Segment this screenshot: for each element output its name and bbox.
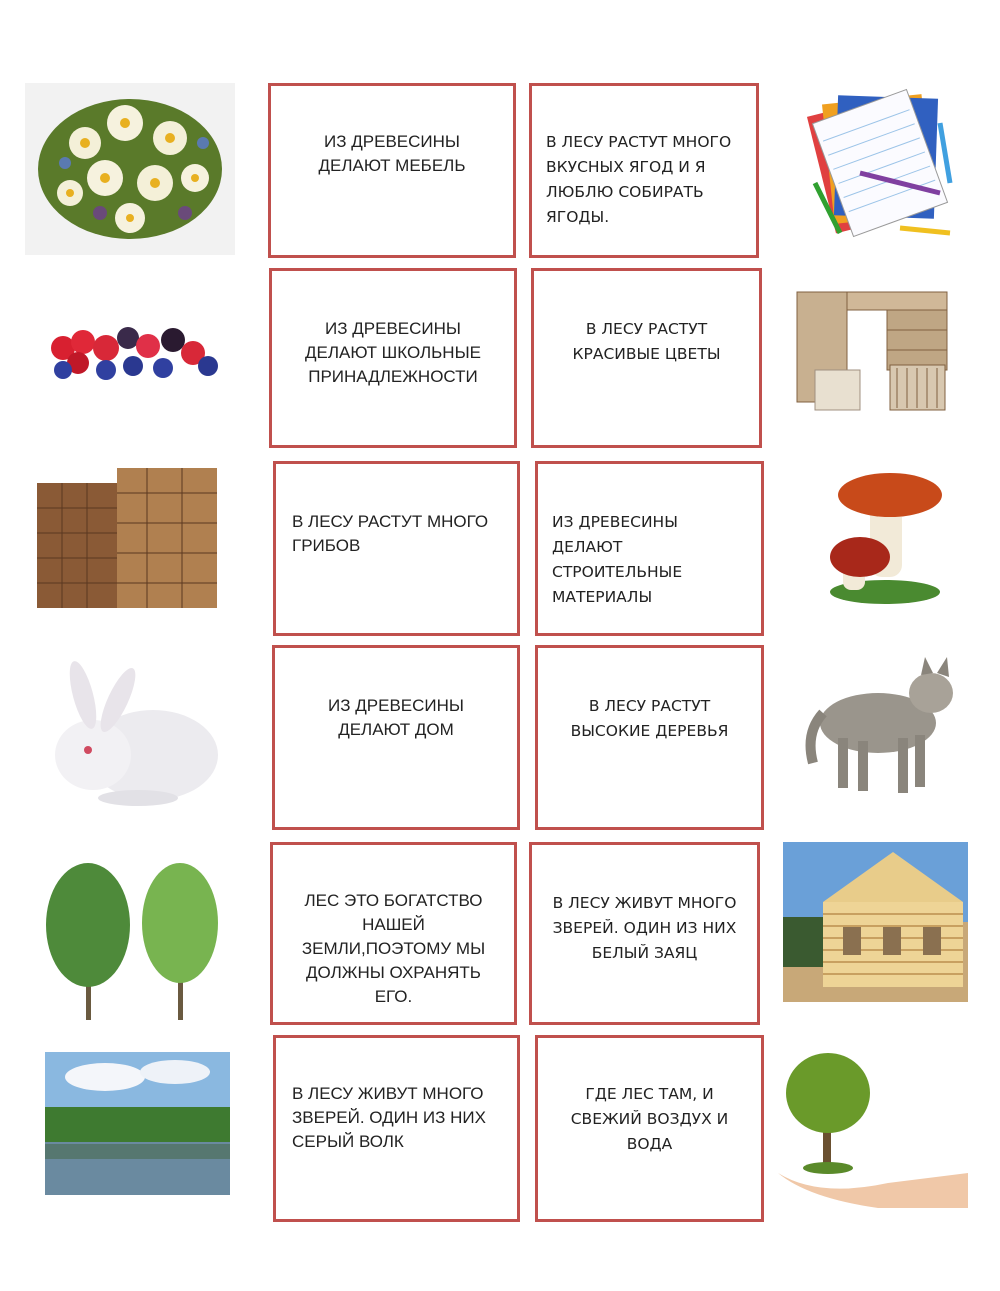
- card-text: В ЛЕСУ ЖИВУТ МНОГО ЗВЕРЕЙ. ОДИН ИЗ НИХ СЕРЫЙ ВОЛК: [292, 1084, 486, 1151]
- card-text: ИЗ ДРЕВЕСИНЫ ДЕЛАЮТ ШКОЛЬНЫЕ ПРИНАДЛЕЖНОСТИ: [305, 319, 481, 386]
- school-supplies-image[interactable]: [800, 83, 960, 243]
- lake-image[interactable]: [45, 1052, 230, 1195]
- card-text: В ЛЕСУ РАСТУТ МНОГО ВКУСНЫХ ЯГОД И Я ЛЮБЛЮ СОБИРАТЬ ЯГОДЫ.: [546, 133, 732, 226]
- flowers-image[interactable]: [25, 83, 235, 255]
- card-text: В ЛЕСУ РАСТУТ ВЫСОКИЕ ДЕРЕВЬЯ: [570, 697, 729, 740]
- card-mushrooms[interactable]: [273, 461, 520, 636]
- card-text: ИЗ ДРЕВЕСИНЫ ДЕЛАЮТ ДОМ: [328, 696, 464, 739]
- card-white-hare[interactable]: [529, 842, 760, 1025]
- card-tall-trees[interactable]: [535, 645, 764, 830]
- rabbit-image[interactable]: [48, 660, 218, 810]
- card-furniture[interactable]: [268, 83, 516, 258]
- card-flowers[interactable]: [531, 268, 762, 448]
- card-text: ИЗ ДРЕВЕСИНЫ ДЕЛАЮТ СТРОИТЕЛЬНЫЕ МАТЕРИАЛЫ: [552, 513, 683, 606]
- mushroom-image[interactable]: [825, 467, 945, 607]
- berries-image[interactable]: [38, 318, 223, 383]
- card-school-supplies[interactable]: [269, 268, 517, 448]
- trees-image[interactable]: [38, 855, 228, 1025]
- card-text: ИЗ ДРЕВЕСИНЫ ДЕЛАЮТ МЕБЕЛЬ: [318, 132, 466, 175]
- card-building-materials[interactable]: [535, 461, 764, 636]
- tree-in-hand-image[interactable]: [778, 1048, 968, 1213]
- card-text: В ЛЕСУ РАСТУТ МНОГО ГРИБОВ: [292, 512, 489, 555]
- card-forest-wealth[interactable]: [270, 842, 517, 1025]
- furniture-image[interactable]: [795, 290, 950, 425]
- wolf-image[interactable]: [803, 653, 963, 798]
- card-text: В ЛЕСУ РАСТУТ КРАСИВЫЕ ЦВЕТЫ: [572, 320, 721, 363]
- card-text: В ЛЕСУ ЖИВУТ МНОГО ЗВЕРЕЙ. ОДИН ИЗ НИХ БЕЛЫЙ ЗАЯЦ: [552, 894, 737, 962]
- card-house[interactable]: [272, 645, 520, 830]
- card-text: ГДЕ ЛЕС ТАМ, И СВЕЖИЙ ВОЗДУХ И ВОДА: [570, 1085, 729, 1153]
- card-fresh-air[interactable]: [535, 1035, 764, 1222]
- timber-image[interactable]: [32, 463, 222, 613]
- card-text: ЛЕС ЭТО БОГАТСТВО НАШЕЙ ЗЕМЛИ,ПОЭТОМУ МЫ ДОЛЖНЫ ОХРАНЯТЬ ЕГО.: [301, 891, 486, 1006]
- card-grey-wolf[interactable]: [273, 1035, 520, 1222]
- log-house-image[interactable]: [783, 842, 968, 1002]
- card-berries[interactable]: [529, 83, 759, 258]
